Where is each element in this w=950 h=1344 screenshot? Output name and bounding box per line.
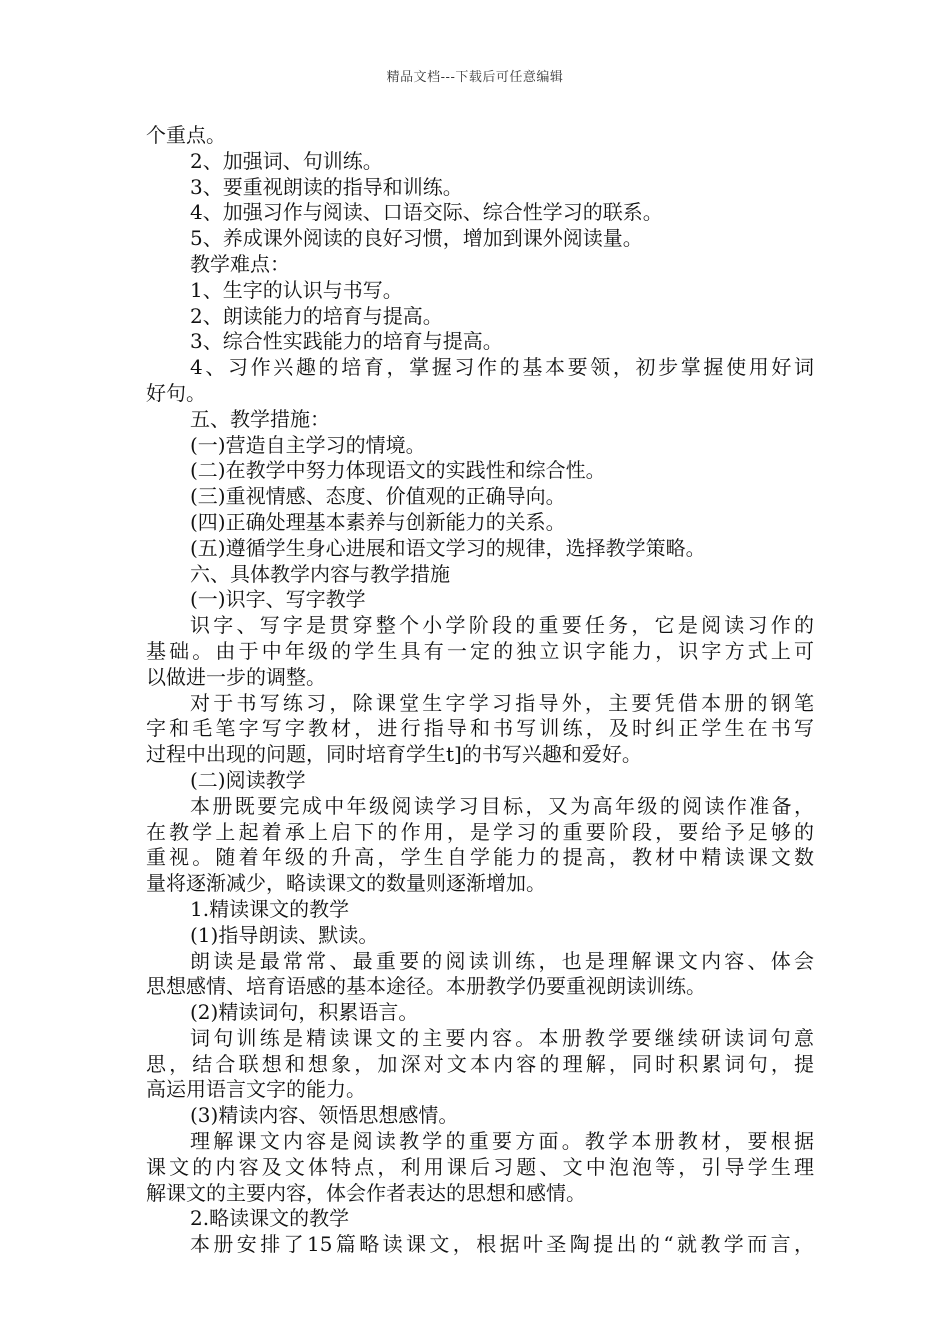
page-header: 精品文档---下载后可任意编辑 [386,70,564,85]
text-line: 字和毛笔字写字教材，进行指导和书写训练，及时纠正学生在书写 [146,716,814,741]
text-line: (1)指导朗读、默读。 [190,922,379,947]
text-line: 4、加强习作与阅读、口语交际、综合性学习的联系。 [190,200,663,225]
text-line: 在教学上起着承上启下的作用，是学习的重要阶段，要给予足够的 [146,819,814,844]
text-line: (一)营造自主学习的情境。 [190,432,426,457]
text-line: 4、习作兴趣的培育，掌握习作的基本要领，初步掌握使用好词 [190,355,814,380]
text-line: 思，结合联想和想象，加深对文本内容的理解，同时积累词句，提 [146,1051,814,1076]
text-line: 朗读是最常常、最重要的阅读训练，也是理解课文内容、体会 [190,948,814,973]
text-line: 本册既要完成中年级阅读学习目标，又为高年级的阅读作准备， [190,793,814,818]
text-line: (3)精读内容、领悟思想感情。 [190,1103,459,1128]
text-line: 好句。 [146,380,206,405]
text-line: (四)正确处理基本素养与创新能力的关系。 [190,509,566,534]
text-line: 本册安排了15篇略读课文，根据叶圣陶提出的“就教学而言， [190,1232,814,1257]
text-line: 个重点。 [146,123,226,147]
subsection-heading: 1.精读课文的教学 [190,896,350,921]
text-line: 2、加强词、句训练。 [190,148,383,173]
text-line: 2、朗读能力的培育与提高。 [190,303,443,328]
text-line: 过程中出现的问题，同时培育学生t]的书写兴趣和爱好。 [146,742,642,767]
text-line: 解课文的主要内容，体会作者表达的思想和感情。 [146,1180,586,1205]
subsection-heading: (一)识字、写字教学 [190,587,366,612]
text-line: 基础。由于中年级的学生具有一定的独立识字能力，识字方式上可 [146,638,814,663]
text-line: (2)精读词句，积累语言。 [190,1000,419,1025]
text-line: 课文的内容及文体特点，利用课后习题、文中泡泡等，引导学生理 [146,1154,814,1179]
section-heading: 教学难点： [190,251,290,276]
document-body [146,123,814,1258]
text-line: 量将逐渐减少，略读课文的数量则逐渐增加。 [146,871,546,896]
text-line: (三)重视情感、态度、价值观的正确导向。 [190,484,566,509]
text-line: 词句训练是精读课文的主要内容。本册教学要继续研读词句意 [190,1025,814,1050]
text-line: 以做进一步的调整。 [146,664,326,689]
text-line: 理解课文内容是阅读教学的重要方面。教学本册教材，要根据 [190,1129,814,1154]
text-line: 识字、写字是贯穿整个小学阶段的重要任务，它是阅读习作的 [190,613,814,638]
text-line: 重视。随着年级的升高，学生自学能力的提高，教材中精读课文数 [146,845,814,870]
text-line: 3、要重视朗读的指导和训练。 [190,174,463,199]
text-line: 5、养成课外阅读的良好习惯，增加到课外阅读量。 [190,226,643,251]
text-line: 思想感情、培育语感的基本途径。本册教学仍要重视朗读训练。 [146,974,706,999]
text-line: 1、生字的认识与书写。 [190,277,403,302]
text-line: (二)在教学中努力体现语文的实践性和综合性。 [190,458,606,483]
subsection-heading: 2.略读课文的教学 [190,1206,350,1231]
text-line: (五)遵循学生身心进展和语文学习的规律，选择教学策略。 [190,535,706,560]
text-line: 对于书写练习，除课堂生字学习指导外，主要凭借本册的钢笔 [190,690,814,715]
text-line: 高运用语言文字的能力。 [146,1077,366,1102]
section-heading: 六、具体教学内容与教学措施 [190,561,450,586]
subsection-heading: (二)阅读教学 [190,767,306,792]
text-line: 3、综合性实践能力的培育与提高。 [190,329,503,354]
section-heading: 五、教学措施： [190,406,330,431]
